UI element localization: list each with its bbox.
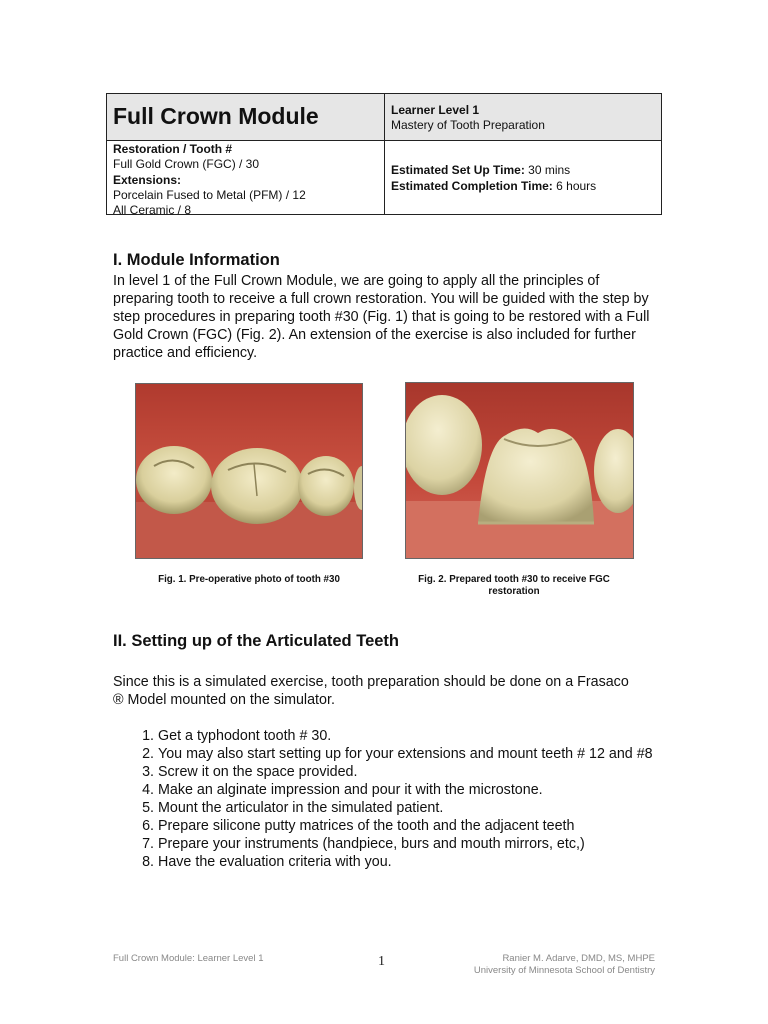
- header-level-cell: [385, 94, 661, 141]
- list-item: 7. Prepare your instruments (handpiece, burs and mouth mirrors, etc,): [158, 835, 698, 853]
- level-description: Mastery of Tooth Preparation: [391, 118, 545, 132]
- section-heading-module-info: I. Module Information: [113, 251, 280, 269]
- learner-level: Learner Level 1: [391, 103, 480, 117]
- list-item: 4. Make an alginate impression and pour it with the microstone.: [158, 781, 698, 799]
- extension-item: Porcelain Fused to Metal (PFM) / 12: [113, 187, 306, 202]
- setup-steps-list: [113, 727, 698, 871]
- articulated-teeth-intro: Since this is a simulated exercise, tooth preparation should be done on a Frasaco ® Model mounted on the simulator.: [113, 674, 629, 708]
- figure-2-photo: [405, 382, 634, 559]
- setup-time-label: Estimated Set Up Time:: [391, 163, 525, 177]
- completion-time-value: 6 hours: [552, 179, 597, 193]
- header-title-cell: [107, 94, 385, 141]
- header-time-cell: [385, 141, 661, 214]
- page-number: 1: [378, 954, 385, 969]
- extension-item: All Ceramic / 8: [113, 203, 192, 218]
- footer-module-name: Full Crown Module: Learner Level 1: [113, 953, 264, 964]
- figure-1-photo: [135, 383, 363, 559]
- header-restoration-cell: [107, 141, 385, 218]
- module-title: Full Crown Module: [113, 103, 319, 129]
- list-item: 2. You may also start setting up for your extensions and mount teeth # 12 and #8: [158, 745, 698, 763]
- setup-time-value: 30 mins: [524, 163, 571, 177]
- figure-2-caption: Fig. 2. Prepared tooth #30 to receive FGC restoration: [418, 574, 610, 597]
- restoration-label: Restoration / Tooth #: [113, 142, 233, 156]
- figure-1-caption: Fig. 1. Pre-operative photo of tooth #30: [158, 574, 340, 585]
- section-heading-articulated-teeth: II. Setting up of the Articulated Teeth: [113, 632, 400, 650]
- list-item: 8. Have the evaluation criteria with you.: [158, 853, 698, 871]
- restoration-value: Full Gold Crown (FGC) / 30: [113, 157, 260, 172]
- completion-time-label: Estimated Completion Time:: [391, 179, 553, 193]
- list-item: 3. Screw it on the space provided.: [158, 763, 698, 781]
- extensions-label: Extensions:: [113, 172, 182, 187]
- module-header-table: [106, 93, 662, 218]
- footer-author: Ranier M. Adarve, DMD, MS, MHPE: [502, 953, 655, 964]
- list-item: 5. Mount the articulator in the simulated patient.: [158, 799, 698, 817]
- list-item: 1. Get a typhodont tooth # 30.: [158, 727, 698, 745]
- footer-institution: University of Minnesota School of Dentistry: [473, 965, 655, 976]
- footer-author-block: [474, 953, 655, 977]
- module-info-paragraph: In level 1 of the Full Crown Module, we are going to apply all the principles of preparing tooth to receive a full crown restoration. You will be guided with the step by step procedures in preparing tooth #30 (Fig. 1) that is going to be restored with a Full Gold Crown (FGC) (Fig. 2). An extension of the exercise is also included for further practice and efficiency.: [113, 273, 650, 361]
- list-item: 6. Prepare silicone putty matrices of the tooth and the adjacent teeth: [158, 817, 698, 835]
